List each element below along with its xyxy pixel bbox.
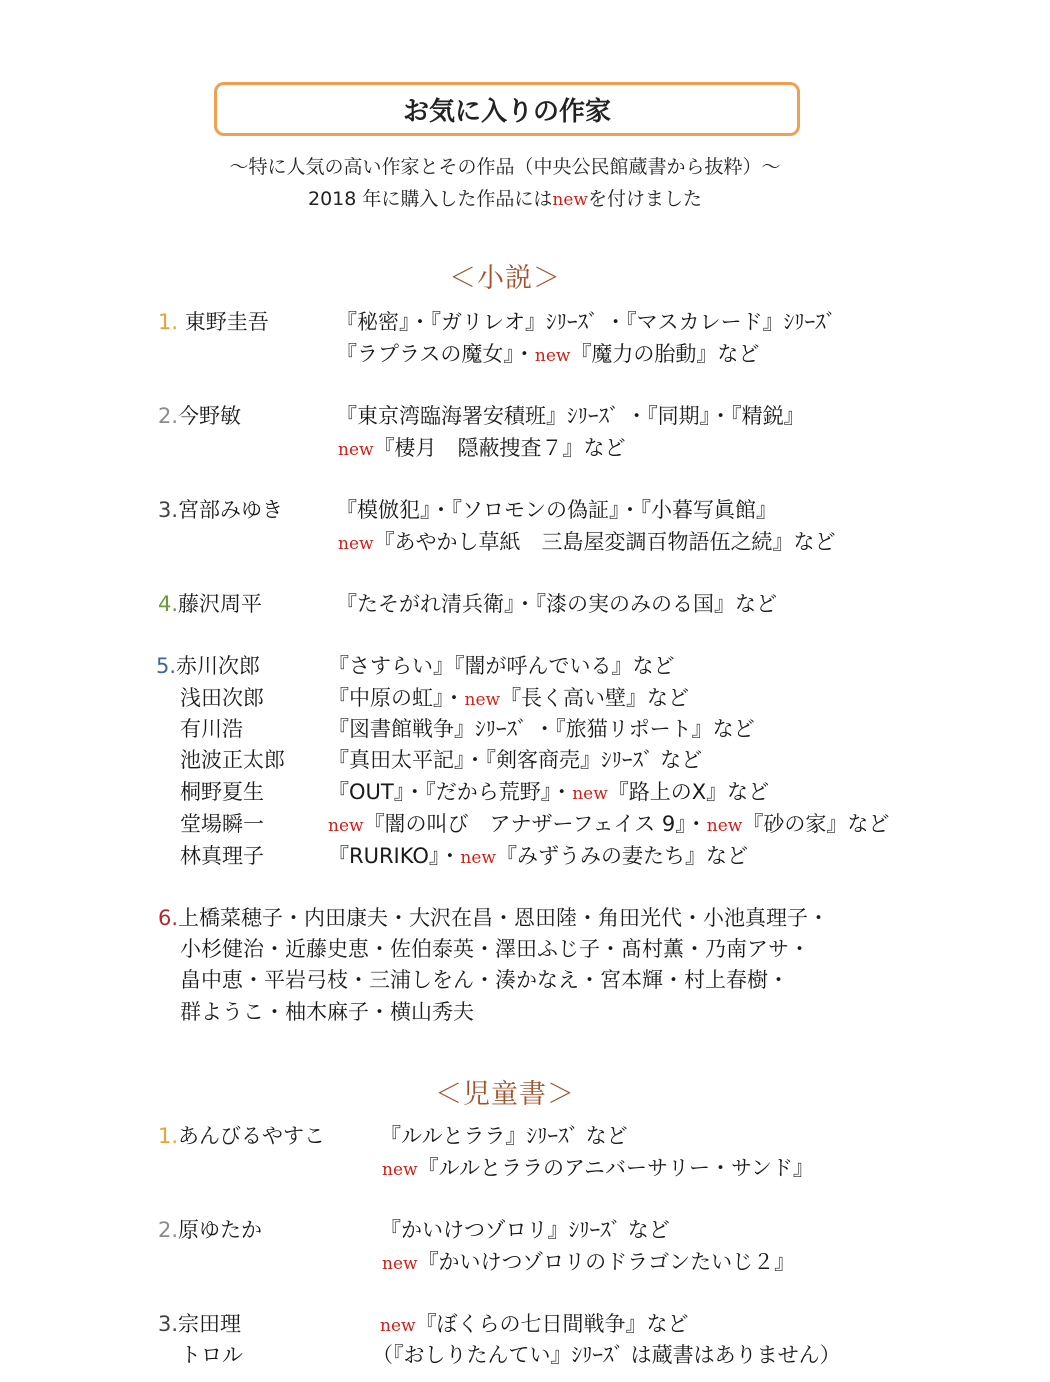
author-list-line: 上橋菜穂子・内田康夫・大沢在昌・恩田陸・角田光代・小池真理子・ [178, 906, 830, 930]
author-name: 浅田次郎 [180, 686, 264, 710]
children-works-line [382, 1154, 814, 1184]
children-works-line: （『おしりたんてい』ｼﾘｰｽﾞ は蔵書はありません） [372, 1343, 841, 1367]
work-title: 『RURIKO』・ [328, 844, 461, 868]
author-name: 桐野夏生 [180, 780, 264, 804]
new-tag: new [382, 1254, 418, 1274]
novel-works-line: 『模倣犯』・『ソロモンの偽証』・『小暮写眞館』 [336, 498, 777, 522]
novel-entry-6 [158, 904, 829, 932]
work-title: 『ぼくらの七日間戦争』など [415, 1312, 689, 1336]
children-entry-1 [158, 1122, 325, 1150]
author-name: 林真理子 [180, 844, 264, 868]
novel-works-line: 『秘密』・『ガリレオ』ｼﾘｰｽﾞ ・『マスカレード』ｼﾘｰｽﾞ [336, 310, 837, 334]
author-list-line: 畠中恵・平岩弓枝・三浦しをん・湊かなえ・宮本輝・村上春樹・ [180, 968, 789, 992]
work-title: 『闇の叫び アナザーフェイス 9』・ [363, 812, 707, 836]
author-name: 堂場瞬一 [180, 812, 264, 836]
novel-works-line [328, 810, 889, 840]
new-note [0, 184, 1010, 211]
work-title: 『中原の虹』・ [328, 686, 465, 710]
novel-entry-3 [158, 496, 283, 524]
work-title: 『みずうみの妻たち』など [495, 844, 748, 868]
new-note-tag: new [552, 190, 588, 210]
page-title-text: お気に入りの作家 [402, 96, 611, 127]
new-tag: new [382, 1160, 418, 1180]
entry-number: 3. [158, 498, 179, 522]
entry-number: 4. [158, 592, 179, 616]
novel-works-line [336, 340, 759, 370]
author-name: 原ゆたか [178, 1218, 263, 1242]
author-name: 宗田理 [178, 1312, 242, 1336]
section-heading-children: ＜児童書＞ [435, 1079, 575, 1110]
novel-works-line [328, 842, 748, 872]
new-tag: new [338, 440, 374, 460]
author-name: あんびるやすこ [178, 1124, 326, 1148]
new-tag: new [460, 848, 496, 868]
author-list-line: 小杉健治・近藤史恵・佐伯泰英・澤田ふじ子・髙村薫・乃南アサ・ [180, 937, 810, 961]
new-tag: new [464, 690, 501, 710]
entry-number: 2. [158, 404, 179, 428]
work-title: 『OUT』・『だから荒野』・ [328, 780, 573, 804]
novel-works-line: 『真田太平記』・『剣客商売』ｼﾘｰｽﾞ など [328, 748, 703, 772]
novel-works-line: 『図書館戦争』ｼﾘｰｽﾞ ・『旅猫リポート』など [328, 717, 755, 741]
work-title: 『棲月 隠蔽捜査７』など [373, 436, 626, 460]
new-note-before: 2018 年に購入した作品には [308, 188, 553, 210]
work-title: 『砂の家』など [742, 812, 890, 836]
entry-number: 1. [158, 310, 179, 334]
author-name: 東野圭吾 [184, 310, 269, 334]
author-name: 有川浩 [180, 717, 243, 741]
children-entry-2 [158, 1216, 262, 1244]
children-entry-3 [158, 1310, 241, 1338]
work-title: 『かいけつゾロリのドラゴンたいじ２』 [417, 1250, 796, 1274]
entry-number: 6. [158, 906, 179, 930]
new-tag: new [706, 816, 743, 836]
author-name: トロル [180, 1343, 243, 1367]
entry-number: 5. [156, 654, 177, 678]
author-name: 今野敏 [178, 404, 242, 428]
novel-works-line [328, 778, 769, 808]
page-title [214, 82, 800, 136]
new-tag: new [534, 346, 571, 366]
work-title: 『ルルとララのアニバーサリー・サンド』 [417, 1156, 814, 1180]
subtitle: ～特に人気の高い作家とその作品（中央公民館蔵書から抜粋）～ [229, 156, 781, 178]
section-heading-novels: ＜小説＞ [449, 263, 561, 294]
new-tag: new [572, 784, 608, 804]
novel-entry-1 [158, 308, 269, 336]
children-works-line [382, 1248, 795, 1278]
entry-number: 2. [158, 1218, 179, 1242]
work-title: 『魔力の胎動』など [570, 342, 760, 366]
entry-number: 1. [158, 1124, 179, 1148]
new-note-after: を付けました [587, 188, 702, 210]
novel-works-line: 『たそがれ清兵衛』・『漆の実のみのる国』など [336, 592, 777, 616]
novel-entry-2 [158, 402, 241, 430]
work-title: 『路上のX』など [607, 780, 770, 804]
work-title: 『長く高い壁』など [500, 686, 690, 710]
novel-entry-4 [158, 590, 262, 618]
work-title: 『ラプラスの魔女』・ [336, 342, 535, 366]
children-works-line: 『ルルとララ』ｼﾘｰｽﾞ など [380, 1124, 628, 1148]
author-name: 藤沢周平 [178, 592, 263, 616]
novel-works-line [338, 434, 626, 464]
work-title: 『あやかし草紙 三島屋変調百物語伍之続』など [373, 530, 836, 554]
novel-works-line: 『さすらい』『闇が呼んでいる』など [328, 654, 675, 678]
novel-entry-5 [156, 652, 260, 680]
author-list-line: 群ようこ・柚木麻子・横山秀夫 [180, 1000, 474, 1024]
novel-works-line [328, 684, 689, 714]
novel-works-line: 『東京湾臨海署安積班』ｼﾘｰｽﾞ ・『同期』・『精鋭』 [336, 404, 805, 428]
novel-works-line [338, 528, 836, 558]
new-tag: new [380, 1316, 416, 1336]
children-works-line [380, 1310, 689, 1340]
new-tag: new [338, 534, 374, 554]
author-name: 赤川次郎 [176, 654, 261, 678]
children-works-line: 『かいけつゾロリ』ｼﾘｰｽﾞ など [380, 1218, 670, 1242]
author-name: 池波正太郎 [180, 748, 285, 772]
author-name: 宮部みゆき [178, 498, 284, 522]
entry-number: 3. [158, 1312, 179, 1336]
new-tag: new [328, 816, 364, 836]
